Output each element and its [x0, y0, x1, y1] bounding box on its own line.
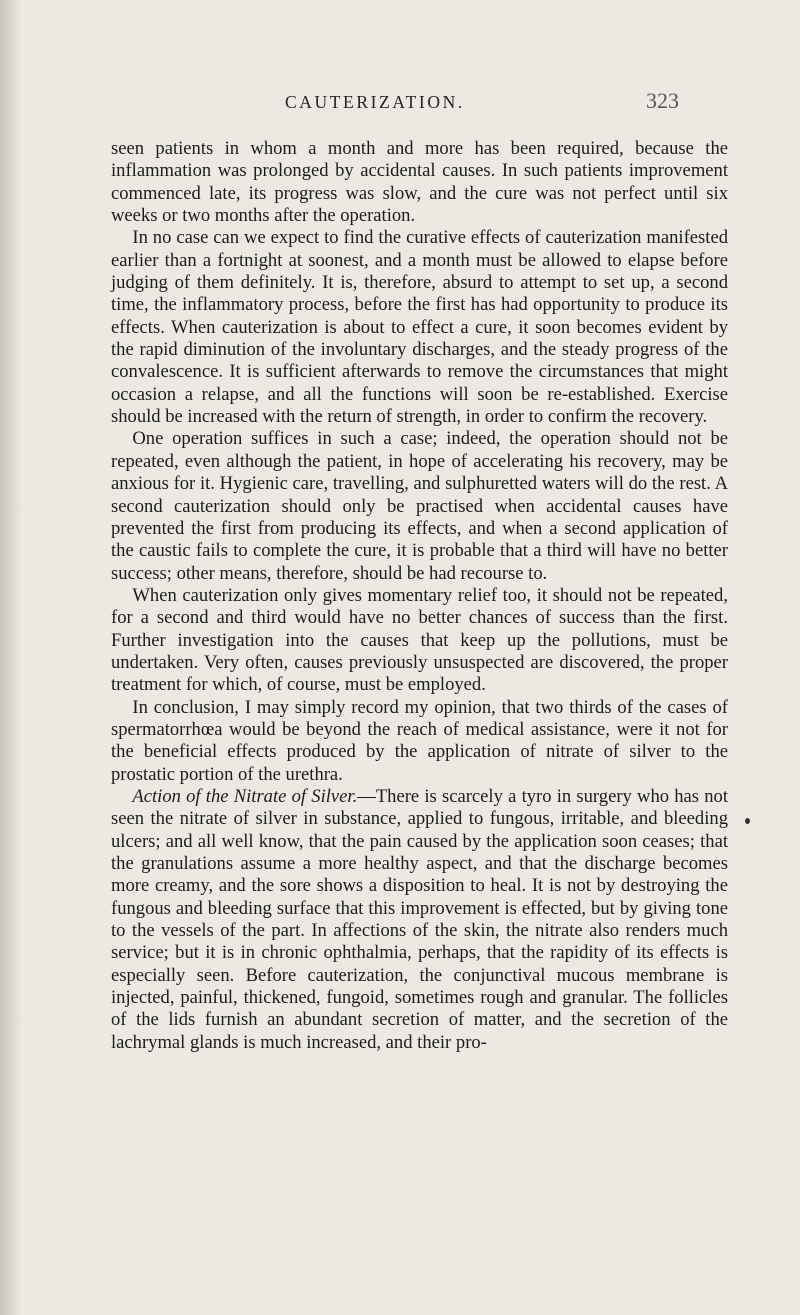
paragraph	[111, 786, 728, 1054]
running-header	[0, 88, 800, 116]
section-heading: Action of the Nitrate of Silver.	[132, 785, 358, 807]
paragraph: seen patients in whom a month and more has been required, because the inflammation was prolonged by accidental causes. In such patients improvement commenced late, its progress was slow, and the cure was not perfect until six weeks or two months after the operation.	[111, 138, 728, 227]
running-title: CAUTERIZATION.	[285, 92, 465, 112]
page-number: 323	[646, 88, 679, 113]
margin-dot	[745, 818, 750, 824]
paragraph: In conclusion, I may simply record my opinion, that two thirds of the cases of spermatorrhœa would be beyond the reach of medical assistance, were it not for the beneficial effects produced by the application of nitrate of silver to the prostatic portion of the urethra.	[111, 696, 728, 785]
body-text	[111, 138, 728, 1054]
paragraph: One operation suffices in such a case; indeed, the operation should not be repeated, even although the patient, in hope of accelerating his recovery, may be anxious for it. Hygienic care, travelling, and sulphuretted waters will do the rest. A second cauterization should only be practised when accidental causes have prevented the first from producing its effects, and when a second application of the caustic fails to complete the cure, it is probable that a third will have no better success; other means, therefore, should be had recourse to.	[111, 428, 728, 584]
section-text: —There is scarcely a tyro in surgery who has not seen the nitrate of silver in substance, applied to fungous, irritable, and bleeding ulcers; and all well know, that the pain caused by the application soon ceases; that the granulations assume a more healthy aspect, and that the discharge becomes more creamy, and the sore shows a disposition to heal. It is not by destroying the fungous and bleeding surface that this improvement is effected, but by giving tone to the vessels of the part. In affections of the skin, the nitrate also renders much service; but it is in chronic ophthalmia, perhaps, that the rapidity of its effects is especially seen. Before cauterization, the conjunctival mucous membrane is injected, painful, thickened, fungoid, sometimes rough and granular. The follicles of the lids furnish an abundant secretion of matter, and the secretion of the lachrymal glands is much increased, and their pro-	[111, 785, 729, 1053]
paragraph: In no case can we expect to find the curative effects of cauterization manifested earlier than a fortnight at soonest, and a month must be allowed to elapse before judging of them definitely. It is, therefore, absurd to attempt to set up, a second time, the inflammatory process, before the first has had opportunity to produce its effects. When cauterization is about to effect a cure, it soon becomes evident by the rapid diminution of the involuntary discharges, and the steady progress of the convalescence. It is sufficient afterwards to remove the circumstances that might occasion a relapse, and all the functions will soon be re-established. Exercise should be increased with the return of strength, in order to confirm the recovery.	[111, 227, 728, 428]
paragraph: When cauterization only gives momentary relief too, it should not be repeated, for a second and third would have no better chances of success than the first. Further investigation into the causes that keep up the pollutions, must be undertaken. Very often, causes previously unsuspected are discovered, the proper treatment for which, of course, must be employed.	[111, 584, 728, 696]
